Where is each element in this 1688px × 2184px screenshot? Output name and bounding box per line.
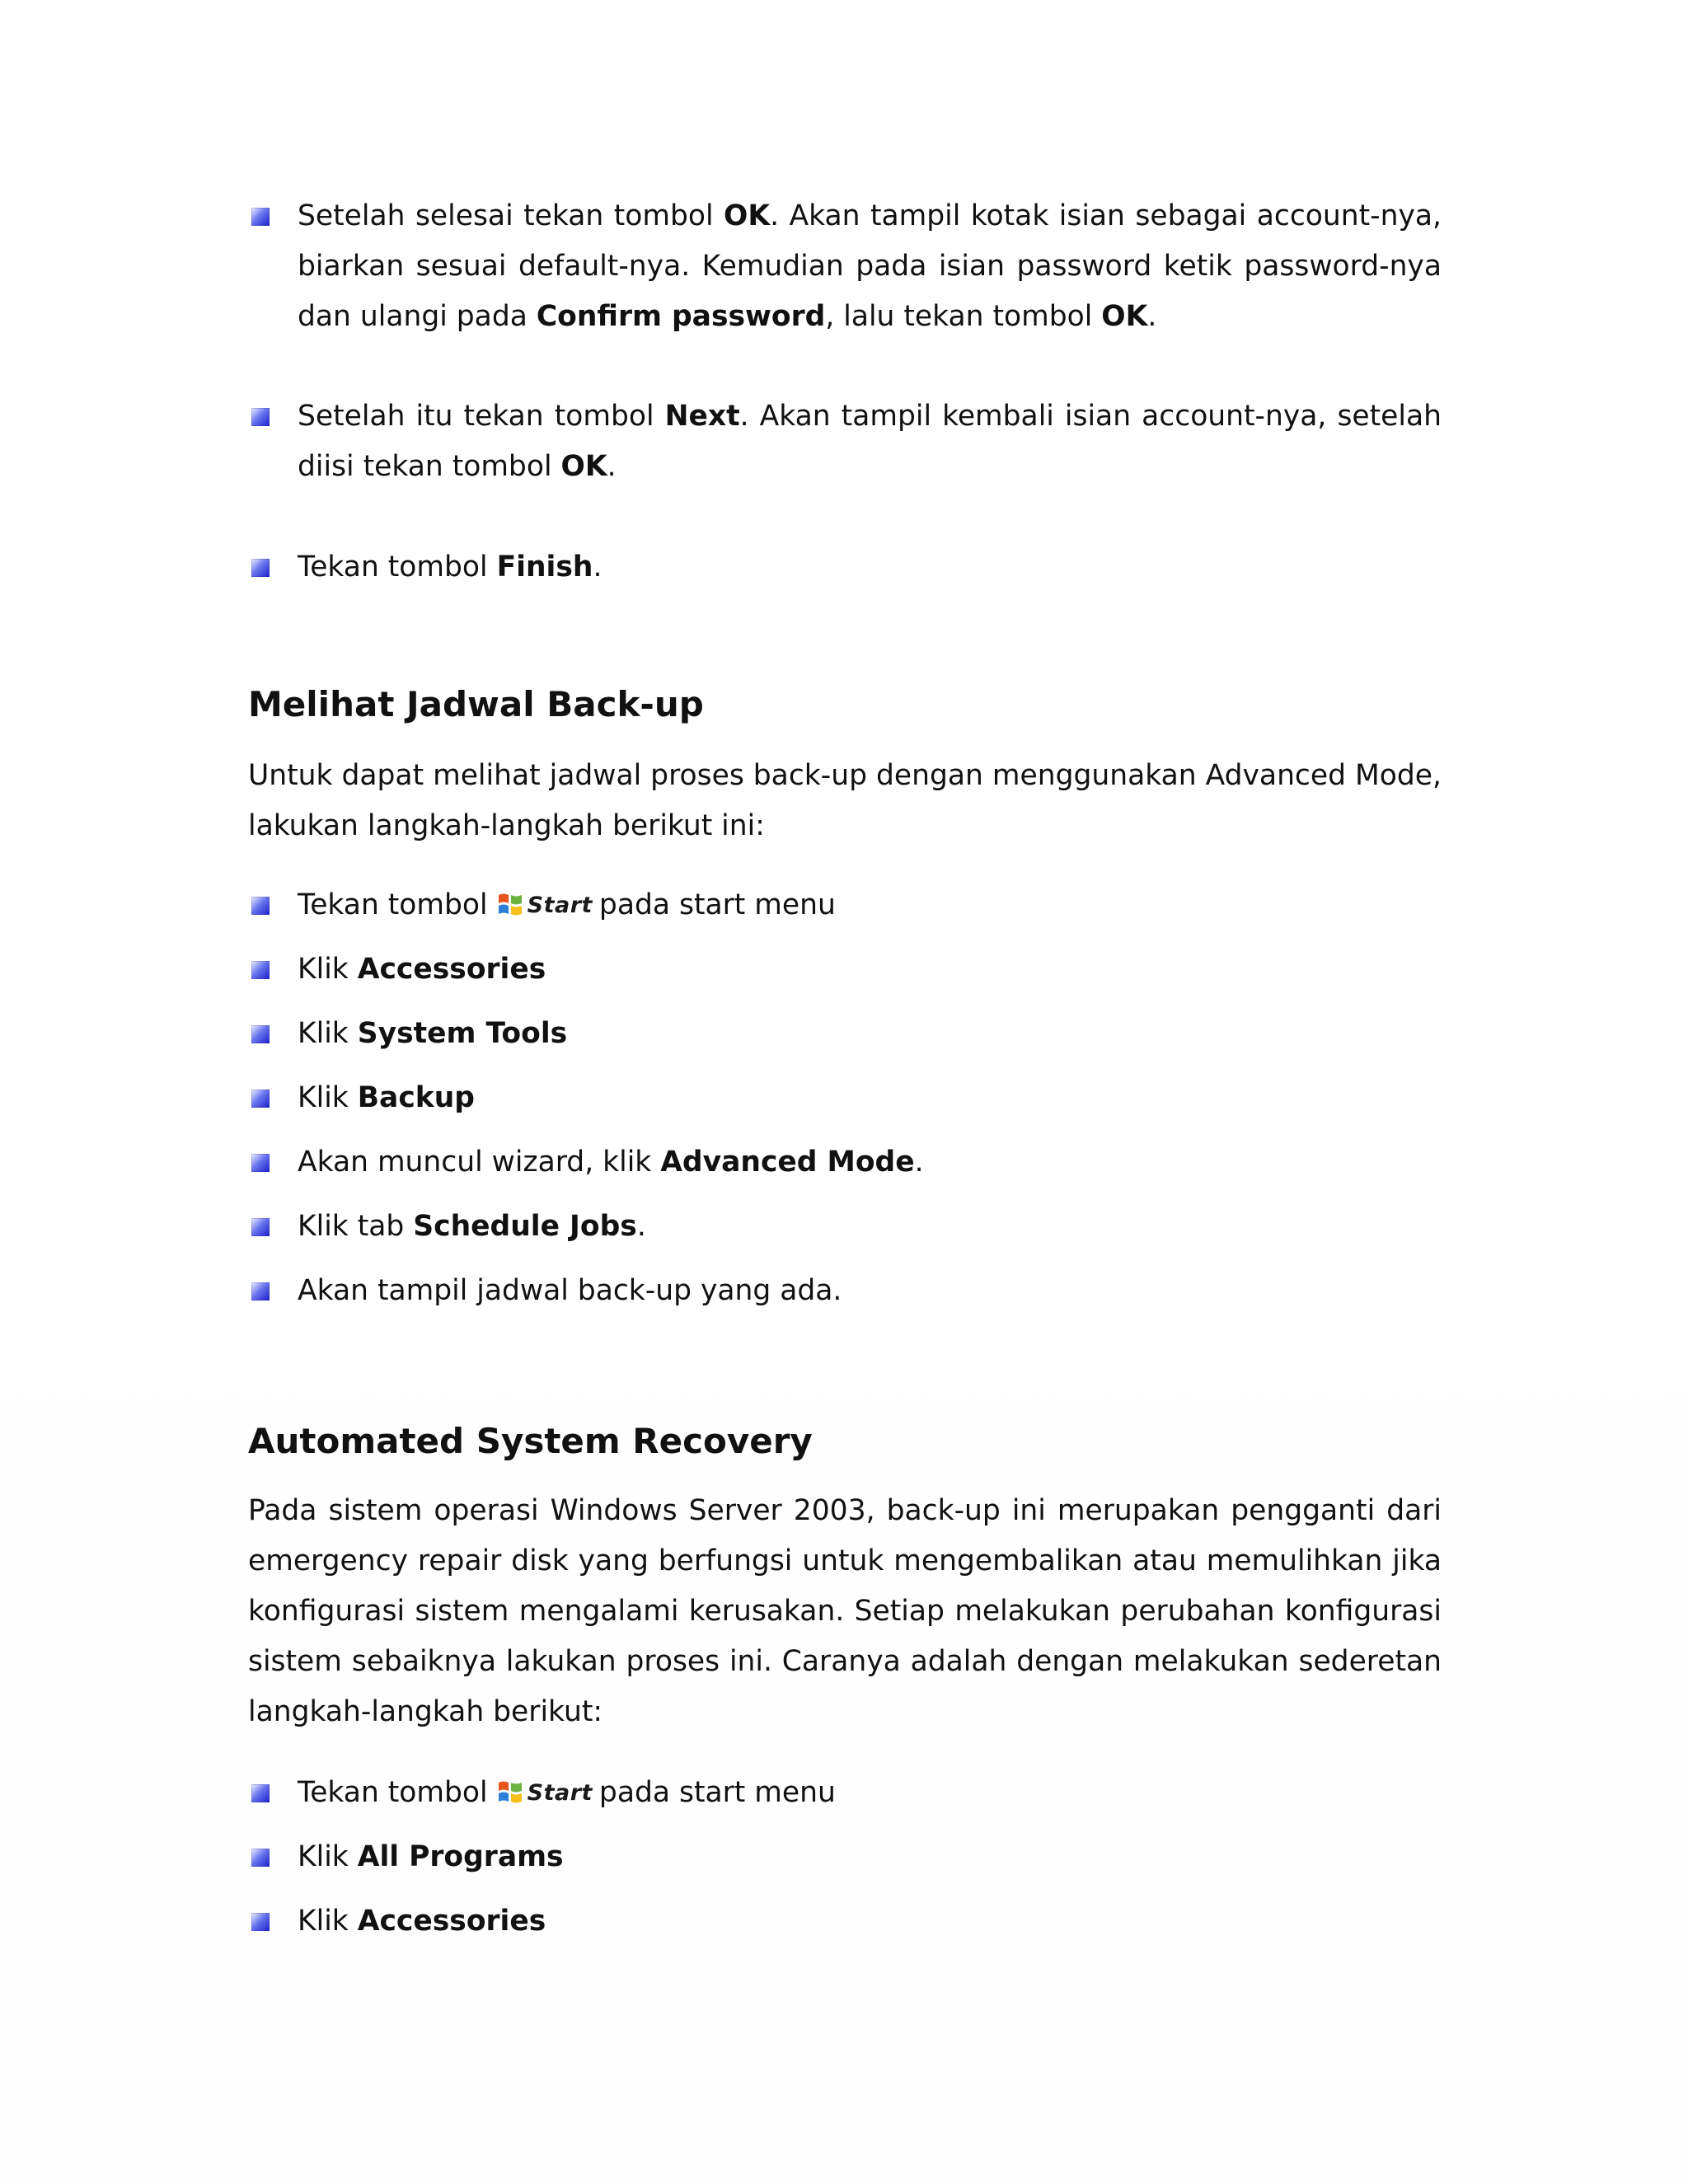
list-item-text: Klik All Programs [298, 1840, 564, 1873]
bullet-icon [251, 1282, 270, 1301]
list-item-text: Klik Accessories [298, 953, 546, 986]
list-item [248, 1832, 1442, 1882]
list-item [248, 1009, 1442, 1059]
bullet-icon [251, 1784, 270, 1802]
bullet-icon [251, 1849, 270, 1867]
list-item [248, 1266, 1442, 1316]
list-item [248, 944, 1442, 995]
section-heading: Automated System Recovery [248, 1421, 813, 1461]
bullet-icon [251, 1154, 270, 1172]
start-button [496, 879, 593, 918]
list-item [248, 1768, 1442, 1818]
list-item-text: Akan muncul wizard, klik Advanced Mode. [298, 1146, 924, 1179]
bullet-icon [251, 559, 270, 577]
list-item [248, 1202, 1442, 1252]
start-button [496, 1767, 593, 1806]
bullet-icon [251, 1913, 270, 1931]
list-item [248, 1896, 1442, 1947]
list-item [248, 1073, 1442, 1123]
bullet-icon [251, 897, 270, 915]
list-item-text: Tekan tombol Start pada start menu [298, 880, 1442, 930]
list-item [248, 391, 1442, 492]
section-heading: Melihat Jadwal Back-up [248, 684, 704, 724]
list-item-text: Setelah selesai tekan tombol OK. Akan tampil kotak isian sebagai account-nya, biarkan sesuai default-nya. Kemudian pada isian password ketik password-nya dan ulangi pada Confirm password, lalu tekan tombol OK. [298, 199, 1442, 333]
list-item-text: Klik tab Schedule Jobs. [298, 1210, 646, 1243]
windows-flag-icon [496, 891, 524, 919]
bullet-icon [251, 1025, 270, 1043]
paragraph: Untuk dapat melihat jadwal proses back-up dengan menggunakan Advanced Mode, lakukan langkah-langkah berikut ini: [248, 759, 1442, 842]
list-item-text: Klik Accessories [298, 1905, 546, 1938]
list-item-text: Akan tampil jadwal back-up yang ada. [298, 1274, 842, 1307]
list-item [248, 1137, 1442, 1188]
bullet-icon [251, 1090, 270, 1108]
list-item-text: Klik System Tools [298, 1017, 568, 1050]
list-item-text: Tekan tombol Finish. [298, 551, 603, 583]
bullet-icon [251, 961, 270, 979]
list-item [248, 880, 1442, 930]
paragraph: Pada sistem operasi Windows Server 2003, back-up ini merupakan pengganti dari emergency repair disk yang berfungsi untuk mengembalikan atau memulihkan jika konfigurasi sistem mengalami kerusakan. Setiap melakukan perubahan konfigurasi sistem sebaiknya lakukan proses ini. Caranya adalah dengan melakukan sederetan langkah-langkah berikut: [248, 1494, 1442, 1728]
windows-flag-icon [496, 1779, 524, 1807]
start-label: Start [527, 1779, 593, 1806]
list-item-text: Setelah itu tekan tombol Next. Akan tampil kembali isian account-nya, setelah diisi tekan tombol OK. [298, 400, 1442, 483]
bullet-icon [251, 1218, 270, 1236]
list-item-text: Klik Backup [298, 1081, 475, 1114]
list-item [248, 542, 1442, 593]
list-item [248, 191, 1442, 342]
start-label: Start [527, 892, 593, 918]
list-item-text: Tekan tombol Start pada start menu [298, 1768, 1442, 1818]
bullet-icon [251, 208, 270, 226]
bullet-icon [251, 408, 270, 426]
